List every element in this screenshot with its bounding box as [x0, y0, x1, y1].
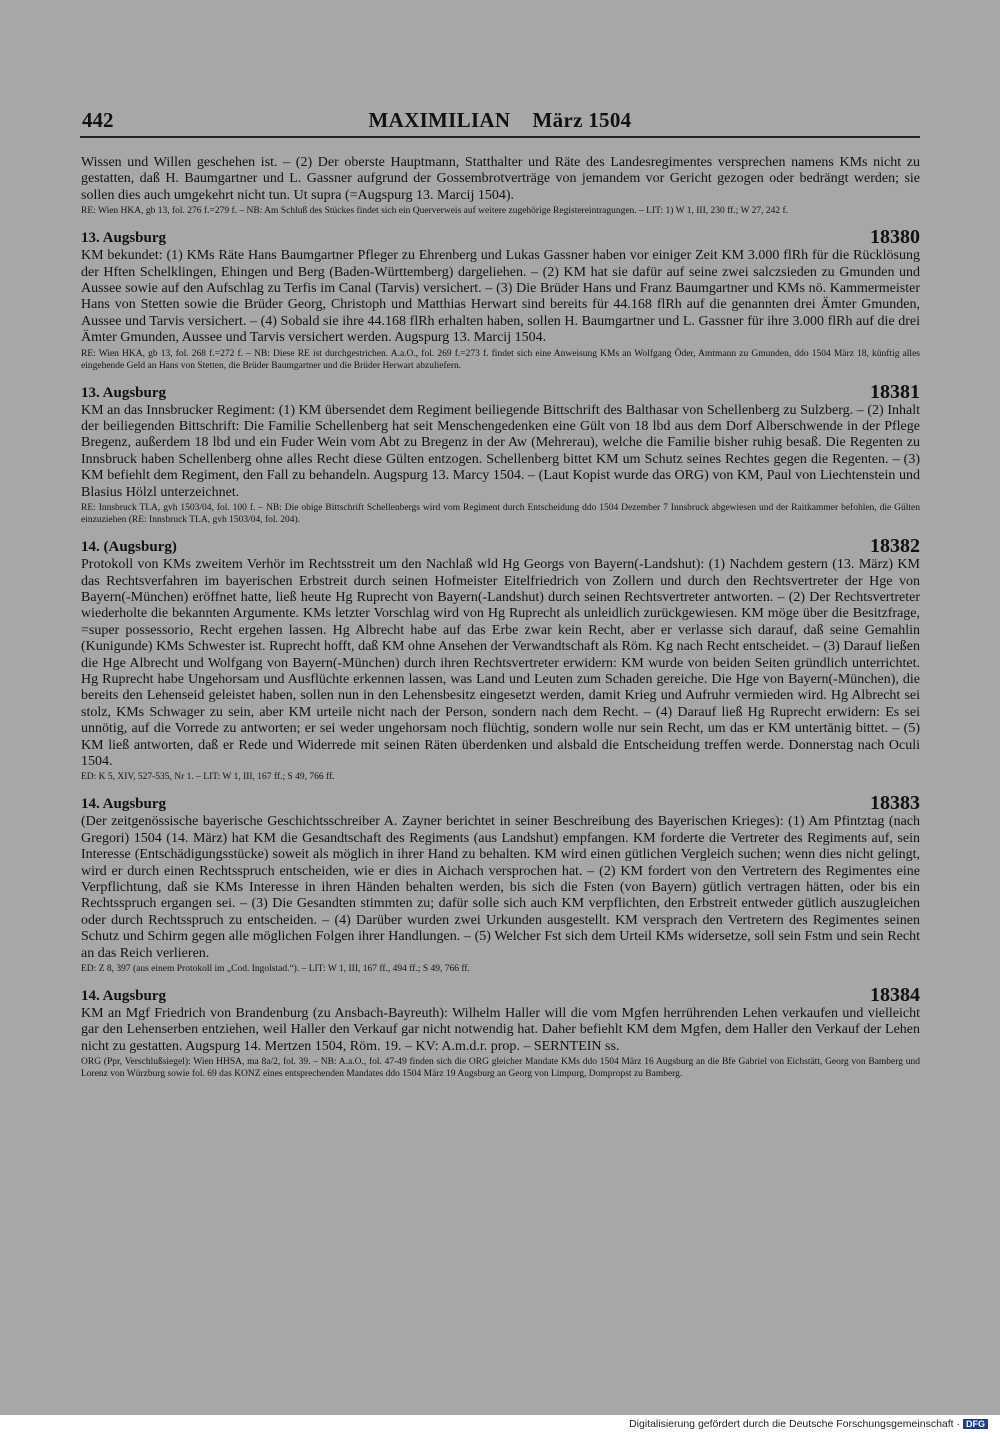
page-header — [80, 108, 920, 140]
entry-date: 13. Augsburg — [81, 230, 167, 247]
entry-number: 18381 — [870, 380, 920, 403]
entry-text: KM an Mgf Friedrich von Brandenburg (zu Ansbach-Bayreuth): Wilhelm Haller will die vom Mgfen herrührenden Lehen verkaufen und vielleicht gar den Lehenserben entziehen, weil Haller den Verkauf gar nicht notwendig hat. Daher befiehlt KM dem Mgfen, dem Haller den Verkauf der Lehen nicht zu gestatten. Augspurg 14. Mertzen 1504, Röm. 19. – KV: A.m.d.r. prop. – SERNTEIN ss. — [81, 1006, 920, 1054]
entry-text: KM bekundet: (1) KMs Räte Hans Baumgartner Pfleger zu Ehrenberg und Lukas Gassner haben vor einiger Zeit KM 3.000 flRh für die Rücklösung der Hften Schelklingen, Ehingen und Berg (Baden-Württemberg) dargeliehen. – (2) KM hat sie dafür auf seine zwei salczsieden zu Gmunden und Aussee sowie auf den Aufschlag zu Terfis im Canal (Tarvis) versichert. – (3) Die Brüder Hans und Franz Baumgartner und KMs nö. Kammermeister Hans von Stetten sowie die Brüder Georg, Christoph und Matthias Herwart sind bereits für 44.168 flRh auf die genannten drei Ämter Gmunden, Aussee und Tarvis versichert. – (4) Sobald sie ihre 44.168 flRh erhalten haben, sollen H. Baumgartner und L. Gassner für ihre 3.000 flRh auf die drei Ämter Gmunden, Aussee und Tarvis versichert werden. Augspurg 13. Marcij 1504. — [81, 248, 920, 346]
entry-date: 14. Augsburg — [81, 988, 167, 1005]
running-title: MAXIMILIAN März 1504 — [368, 108, 632, 132]
entry-note: RE: Wien HKA, gb 13, fol. 268 f.=272 f. – NB: Diese RE ist durchgestrichen. A.a.O., fol. 269 f.=273 f. findet sich eine Anweisung KMs an Wolfgang Öder, Amtmann zu Gmunden, ddo 1504 März 18, künftig alles eingehende Geld an Hans von Stetten, die Brüder Baumgartner und die Brüder Herwart abzuliefern. — [81, 348, 920, 371]
entry-text: KM an das Innsbrucker Regiment: (1) KM übersendet dem Regiment beiliegende Bittschrift des Balthasar von Schellenberg zu Sulzberg. – (2) Inhalt der beiliegenden Bittschrift: Die Familie Schellenberg hat seit Menschengedenken eine Gült von 18 lbd aus dem Dorf Alberschwende in der Pflege Bregenz, außerdem 18 lbd und ein Fuder Wein vom Abt zu Bregenz in der Aw (Mehrerau), welche die Familie bisher ruhig besaß. Die Regenten zu Innsbruck haben Schellenberg ohne alles Recht diese Gülten entzogen. Schellenberg bittet KM um Schutz seines Rechtes gegen die Regenten. – (3) KM befiehlt dem Regiment, den Fall zu behandeln. Augspurg 13. Marcy 1504. – (Laut Kopist wurde das ORG) von KM, Paul von Liechtenstein und Blasius Hölzl unterzeichnet. — [81, 402, 920, 500]
page-number: 442 — [82, 108, 114, 132]
entry-note: RE: Innsbruck TLA, gvh 1503/04, fol. 100 f. – NB: Die obige Bittschrift Schellenbergs wird vom Regiment durch Entscheidung ddo 1504 Dezember 7 Innsbruck abgewiesen und der Raitkammer befohlen, die Gülten einzuziehen (RE: Innsbruck TLA, gvh 1503/04, fol. 204). — [81, 503, 920, 526]
entry-18382 — [81, 537, 920, 783]
entry-note: ED: Z 8, 397 (aus einem Protokoll im „Cod. Ingolstad.“). – LIT: W 1, III, 167 ff., 494 ff.; S 49, 766 ff. — [81, 964, 470, 975]
entry-number: 18384 — [870, 984, 920, 1007]
entry-heading — [81, 537, 920, 557]
dfg-logo: DFG — [963, 1419, 988, 1429]
header-rule — [80, 136, 920, 138]
entry-18384 — [81, 986, 920, 1080]
entry-text: (Der zeitgenössische bayerische Geschichtsschreiber A. Zayner berichtet in seiner Beschreibung des Bayerischen Krieges): (1) Am Pfintztag (nach Gregori) 1504 (14. März) hat KM die Gesandtschaft des Regiments (aus Landshut) empfangen. KM forderte die Vertreter des Regiments auf, sein Interesse (Entschädigungsstücke) soweit als möglich in ihrer Hand zu behalten. KM wird einen gütlichen Vergleich suchen; wenn dies nicht gelingt, wird er durch einen Rechtsspruch entscheiden, wie er dies in Aichach versprochen hat. – (2) KM fordert von den Vertretern des Regimentes eine Verpflichtung, daß sie KMs Interesse in ihren Händen behalten werden, bis sich die Fsten (von Bayern) gütlich vertragen hätten, oder bis ein Rechtsspruch ergangen sei. – (3) Die Gesandten stimmten zu; dafür solle sich auch KM verpflichten, den Erbstreit entweder gütlich auszugleichen oder durch Rechtsspruch zu entscheiden. – (4) Darüber wurden zwei Urkunden ausgestellt. KM versprach den Vertretern des Regimentes seinen Schutz und Schirm gegen alle möglichen Folgen ihrer Handlungen. – (5) Welcher Fst sich dem Urteil KMs widersetze, soll sein Fstm und sein Recht an das Reich verlieren. — [81, 814, 920, 961]
continuation-note: RE: Wien HKA, gb 13, fol. 276 f.=279 f. – NB: Am Schluß des Stückes findet sich ein Querverweis auf weitere zugehörige Registereintragungen. – LIT: 1) W 1, III, 230 ff.; W 27, 242 f. — [81, 206, 789, 217]
entry-number: 18382 — [870, 535, 920, 558]
entry-heading — [81, 986, 920, 1006]
entry-18380 — [81, 228, 920, 371]
entry-heading — [81, 794, 920, 814]
entry-18383 — [81, 794, 920, 975]
entry-note: ED: K 5, XIV, 527-535, Nr 1. – LIT: W 1, III, 167 ff.; S 49, 766 ff. — [81, 772, 335, 783]
continuation-text: Wissen und Willen geschehen ist. – (2) Der oberste Hauptmann, Statthalter und Räte des Landesregimentes versprechen namens KMs nicht zu gestatten, daß H. Baumgartner und L. Gassner aufgrund der Gossembrotverträge von jemandem vor Gericht gezogen oder bedrängt werden; sie sollen dies auch umgekehrt nicht tun. Ut supra (=Augspurg 13. Marcij 1504). — [81, 155, 920, 203]
footer-text: Digitalisierung gefördert durch die Deutsche Forschungsgemeinschaft · — [629, 1418, 960, 1430]
page-content — [81, 155, 920, 1080]
funding-footer — [629, 1418, 988, 1430]
entry-18381 — [81, 380, 920, 526]
entry-date: 13. Augsburg — [81, 384, 167, 401]
entry-heading — [81, 228, 920, 248]
entry-heading — [81, 380, 920, 403]
entry-text: Protokoll von KMs zweitem Verhör im Rechtsstreit um den Nachlaß wld Hg Georgs von Bayern(-Landshut): (1) Nachdem gestern (13. März) KM das Rechtsverfahren im bayerischen Erbstreit durch seinen Hofmeister Eitelfriedrich von Zollern und durch den Rechtsvertreter der Hge von Bayern(-München) eröffnet hatte, ließ heute Hg Ruprecht von Bayern(-Landshut) durch seinen Rechtsvertreter antworten. – (2) Der Rechtsvertreter wiederholte die bekannten Argumente. KMs letzter Vorschlag wird von Hg Ruprecht als unleidlich zurückgewiesen. KM möge über die Besitzfrage, =super possessorio, Recht ergehen lassen. Hg Albrecht habe auf das Erbe zwar kein Recht, aber er verlasse sich darauf, daß seine Gemahlin (Kunigunde) KMs Schwester ist. Ruprecht hofft, daß KM ohne Ansehen der Verwandtschaft als Röm. Kg nach Recht entscheidet. – (3) Darauf ließen die Hge Albrecht und Wolfgang von Bayern(-München) durch ihren Rechtsvertreter erwidern: KM wurde von beiden Seiten gründlich unterrichtet. Hg Ruprecht habe Ungehorsam und Ausflüchte erkennen lassen, was Land und Leuten zum Schaden gereiche. Die Hge von Bayern(-München), die bereits den Lehenseid geleistet haben, sollen nun in den Lehensbesitz eingesetzt werden, damit Krieg und Aufruhr vermieden wird. Hg Albrecht sei stolz, KMs Schwager zu sein, aber KM urteile nicht nach der Person, sondern nach dem Recht. – (4) Darauf ließ Hg Ruprecht erwidern: Es sei unnötig, auf die Vorrede zu antworten; er sei weder ungehorsam noch flüchtig, sondern wolle nur sein Recht, um das er KM untertänig bittet. – (5) KM ließ antworten, daß er Rede und Widerrede mit seinen Räten überdenken und alsbald die Entscheidung treffen werde. Donnerstag nach Oculi 1504. — [81, 557, 920, 769]
entry-number: 18380 — [870, 226, 920, 249]
continuation-block — [81, 155, 920, 217]
entry-date: 14. (Augsburg) — [81, 539, 177, 556]
entry-number: 18383 — [870, 792, 920, 815]
entry-date: 14. Augsburg — [81, 796, 167, 813]
entry-note: ORG (Ppr, Verschlußsiegel): Wien HHSA, ma 8a/2, fol. 39. – NB: A.a.O., fol. 47-49 finden sich die ORG gleicher Mandate KMs ddo 1504 März 16 Augsburg an die Bfe Gabriel von Eichstätt, Georg von Bamberg und Lorenz von Würzburg sowie fol. 69 das KONZ eines entsprechenden Mandates ddo 1504 März 19 Augsburg an Georg von Limpurg, Dompropst zu Bamberg. — [81, 1057, 920, 1080]
